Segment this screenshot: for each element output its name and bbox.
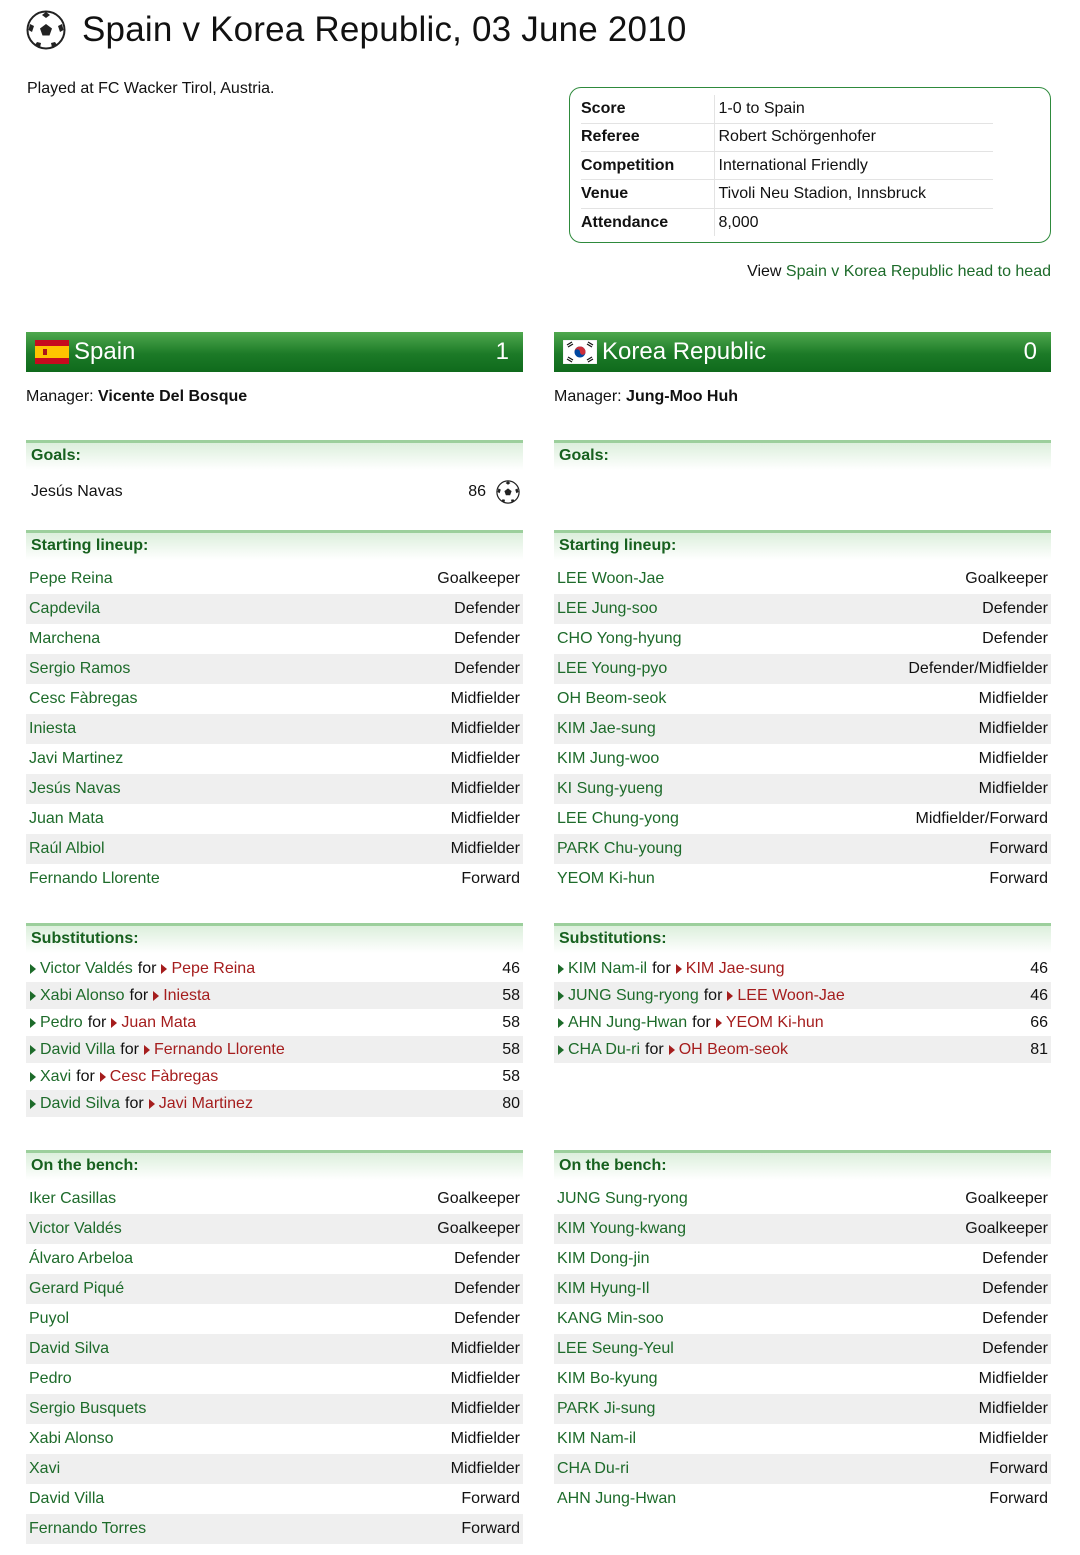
player-name-link[interactable]: David Silva	[29, 1340, 110, 1357]
player-position: Defender	[454, 1310, 520, 1327]
for-label: for	[87, 1013, 107, 1031]
player-position: Defender	[982, 1310, 1048, 1327]
goal-row	[26, 477, 523, 507]
player-name-link[interactable]: Iniesta	[29, 720, 77, 737]
player-row	[26, 594, 523, 624]
player-on-arrow-icon	[30, 1072, 36, 1082]
player-name-link[interactable]: Puyol	[29, 1310, 70, 1327]
substitution-row	[26, 1063, 523, 1090]
player-on-link[interactable]: Xabi Alonso	[40, 986, 125, 1004]
player-position: Midfielder	[450, 1400, 520, 1417]
player-position: Defender/Midfielder	[908, 660, 1048, 677]
manager-label: Manager:	[26, 388, 94, 405]
player-row	[26, 1394, 523, 1424]
player-on-arrow-icon	[558, 1018, 564, 1028]
player-row	[554, 1424, 1051, 1454]
player-position: Midfielder	[978, 750, 1048, 767]
player-position: Midfielder	[978, 780, 1048, 797]
home-subs-list	[26, 955, 523, 1117]
substitution-row	[26, 1009, 523, 1036]
player-name-link[interactable]: PARK Ji-sung	[557, 1400, 656, 1417]
player-off-arrow-icon	[100, 1072, 106, 1082]
player-on-link[interactable]: CHA Du-ri	[568, 1040, 641, 1058]
player-row	[26, 1184, 523, 1214]
player-position: Midfielder	[450, 1340, 520, 1357]
substitution-desc	[30, 960, 502, 978]
player-row	[554, 1484, 1051, 1514]
head-to-head-link[interactable]: Spain v Korea Republic head to head	[785, 263, 1051, 280]
player-name-link[interactable]: Cesc Fàbregas	[29, 690, 138, 707]
player-name-link[interactable]: Marchena	[29, 630, 101, 647]
player-name-link[interactable]: KIM Nam-il	[557, 1430, 637, 1447]
player-row	[554, 1184, 1051, 1214]
player-position: Goalkeeper	[965, 570, 1048, 587]
player-position: Forward	[461, 1520, 520, 1537]
substitution-row	[554, 955, 1051, 982]
player-row	[26, 1514, 523, 1544]
goal-ball-icon	[496, 480, 520, 504]
head-to-head-line	[747, 263, 1051, 281]
player-row	[554, 774, 1051, 804]
away-team-score: 0	[1023, 338, 1037, 365]
info-value: 1-0 to Spain	[714, 95, 993, 123]
player-name-link[interactable]: KI Sung-yueng	[557, 780, 663, 797]
for-label: for	[129, 986, 149, 1004]
substitution-desc	[30, 1041, 502, 1059]
player-row	[554, 864, 1051, 894]
player-row	[554, 1244, 1051, 1274]
home-bench-section	[26, 1150, 523, 1544]
player-row	[554, 654, 1051, 684]
player-row	[554, 624, 1051, 654]
player-name-link[interactable]: YEOM Ki-hun	[557, 870, 655, 887]
info-label: Score	[581, 95, 714, 123]
subs-heading: Substitutions:	[554, 923, 1051, 953]
player-name-link[interactable]: KIM Hyung-Il	[557, 1280, 650, 1297]
player-name-link[interactable]: Sergio Ramos	[29, 660, 131, 677]
player-position: Defender	[982, 1280, 1048, 1297]
player-position: Defender	[454, 660, 520, 677]
player-position: Midfielder	[450, 840, 520, 857]
player-row	[26, 1454, 523, 1484]
player-off-arrow-icon	[111, 1018, 117, 1028]
player-row	[26, 834, 523, 864]
substitution-minute: 46	[1030, 959, 1048, 977]
player-position: Defender	[982, 1340, 1048, 1357]
away-team-name: Korea Republic	[602, 338, 767, 365]
goals-heading: Goals:	[554, 440, 1051, 470]
player-row	[554, 834, 1051, 864]
substitution-minute: 58	[502, 1013, 520, 1031]
player-position: Defender	[982, 1250, 1048, 1267]
player-on-arrow-icon	[30, 991, 36, 1001]
info-label: Attendance	[581, 208, 714, 236]
player-position: Defender	[454, 1280, 520, 1297]
player-name-link[interactable]: Sergio Busquets	[29, 1400, 147, 1417]
player-off-link[interactable]: Fernando Llorente	[153, 1040, 285, 1058]
player-position: Midfielder	[450, 1370, 520, 1387]
away-lineup-section	[554, 530, 1051, 894]
player-name-link[interactable]: David Villa	[29, 1490, 105, 1507]
for-label: for	[125, 1094, 144, 1112]
player-row	[554, 1304, 1051, 1334]
player-position: Midfielder	[450, 1430, 520, 1447]
spain-flag-icon	[35, 340, 69, 364]
player-off-arrow-icon	[153, 991, 159, 1001]
home-lineup-list	[26, 564, 523, 894]
player-name-link[interactable]: Pedro	[29, 1370, 72, 1387]
player-row	[554, 1364, 1051, 1394]
away-team-column	[554, 332, 1051, 1507]
lineup-heading: Starting lineup:	[26, 530, 523, 560]
player-row	[26, 1214, 523, 1244]
subs-heading: Substitutions:	[26, 923, 523, 953]
away-manager-name: Jung-Moo Huh	[626, 388, 739, 405]
player-row	[26, 774, 523, 804]
match-info-box	[569, 87, 1051, 243]
player-off-link[interactable]: Juan Mata	[121, 1013, 197, 1031]
player-row	[26, 624, 523, 654]
player-position: Forward	[461, 1490, 520, 1507]
player-name-link[interactable]: OH Beom-seok	[557, 690, 667, 707]
player-name-link[interactable]: Xavi	[29, 1460, 61, 1477]
for-label: for	[120, 1040, 139, 1058]
substitution-row	[554, 1036, 1051, 1063]
substitution-minute: 58	[502, 1040, 520, 1058]
for-label: for	[703, 986, 723, 1004]
player-name-link[interactable]: LEE Chung-yong	[557, 810, 679, 827]
player-row	[26, 714, 523, 744]
info-value: 8,000	[718, 213, 759, 231]
player-on-arrow-icon	[558, 964, 564, 974]
away-lineup-list	[554, 564, 1051, 894]
info-value: International Friendly	[714, 152, 993, 180]
player-name-link[interactable]: PARK Chu-young	[557, 840, 683, 857]
substitution-minute: 46	[1030, 986, 1048, 1004]
player-position: Defender	[454, 630, 520, 647]
player-row	[26, 1334, 523, 1364]
player-position: Midfielder	[450, 720, 520, 737]
substitution-row	[554, 982, 1051, 1009]
info-row-attendance	[581, 208, 993, 236]
away-subs-section	[554, 923, 1051, 1063]
player-off-arrow-icon	[149, 1099, 155, 1109]
player-position: Midfielder	[978, 1370, 1048, 1387]
away-bench-list	[554, 1184, 1051, 1514]
player-position: Midfielder	[450, 750, 520, 767]
player-on-link[interactable]: KIM Nam-il	[568, 959, 648, 977]
substitution-desc	[558, 1014, 1030, 1032]
player-off-arrow-icon	[676, 964, 682, 974]
player-row	[26, 654, 523, 684]
away-subs-list	[554, 955, 1051, 1063]
player-row	[26, 1424, 523, 1454]
goal-scorer: Jesús Navas	[31, 483, 123, 500]
player-row	[554, 1394, 1051, 1424]
info-value: Tivoli Neu Stadion, Innsbruck	[714, 180, 993, 208]
player-row	[26, 804, 523, 834]
player-name-link[interactable]: Iker Casillas	[29, 1190, 117, 1207]
player-row	[554, 1214, 1051, 1244]
player-position: Goalkeeper	[965, 1190, 1048, 1207]
player-on-link[interactable]: JUNG Sung-ryong	[568, 986, 699, 1004]
player-off-arrow-icon	[727, 991, 733, 1001]
player-position: Goalkeeper	[437, 570, 520, 587]
substitution-desc	[30, 1095, 502, 1113]
player-name-link[interactable]: LEE Seung-Yeul	[557, 1340, 674, 1357]
player-position: Midfielder	[978, 690, 1048, 707]
player-on-arrow-icon	[30, 1018, 36, 1028]
info-row-competition	[581, 152, 993, 180]
player-name-link[interactable]: KIM Jae-sung	[557, 720, 656, 737]
player-row	[26, 1484, 523, 1514]
info-label: Referee	[581, 123, 714, 151]
player-off-link[interactable]: Javi Martinez	[158, 1094, 253, 1112]
player-on-link[interactable]: David Villa	[40, 1040, 116, 1058]
substitution-row	[26, 1090, 523, 1117]
player-row	[554, 594, 1051, 624]
substitution-row	[26, 1036, 523, 1063]
player-on-link[interactable]: Victor Valdés	[40, 959, 133, 977]
player-position: Midfielder	[450, 810, 520, 827]
player-on-link[interactable]: Pedro	[40, 1013, 83, 1031]
player-name-link[interactable]: KIM Dong-jin	[557, 1250, 650, 1267]
player-name-link[interactable]: AHN Jung-Hwan	[557, 1490, 677, 1507]
player-position: Midfielder	[450, 1460, 520, 1477]
home-manager	[26, 388, 523, 408]
player-position: Midfielder	[450, 690, 520, 707]
info-row-venue	[581, 180, 993, 208]
substitution-desc	[30, 1014, 502, 1032]
venue-note: Played at FC Wacker Tirol, Austria.	[27, 80, 275, 97]
substitution-row	[26, 982, 523, 1009]
player-position: Defender	[454, 600, 520, 617]
info-label: Venue	[581, 180, 714, 208]
player-row	[26, 1244, 523, 1274]
player-position: Defender	[982, 600, 1048, 617]
player-position: Midfielder	[978, 1430, 1048, 1447]
player-on-link[interactable]: AHN Jung-Hwan	[568, 1013, 688, 1031]
bench-heading: On the bench:	[26, 1150, 523, 1180]
substitution-desc	[30, 987, 502, 1005]
for-label: for	[652, 959, 671, 977]
player-name-link[interactable]: Álvaro Arbeloa	[29, 1250, 134, 1267]
away-team-bar	[554, 332, 1051, 372]
home-bench-list	[26, 1184, 523, 1544]
player-off-link[interactable]: Pepe Reina	[171, 959, 256, 977]
goal-minute: 86	[468, 483, 486, 500]
player-name-link[interactable]: CHA Du-ri	[557, 1460, 630, 1477]
player-name-link[interactable]: LEE Jung-soo	[557, 600, 658, 617]
substitution-row	[554, 1009, 1051, 1036]
away-bench-section	[554, 1150, 1051, 1514]
for-label: for	[645, 1040, 664, 1058]
player-position: Midfielder/Forward	[915, 810, 1048, 827]
player-row	[26, 564, 523, 594]
player-name-link[interactable]: Juan Mata	[29, 810, 104, 827]
player-on-arrow-icon	[30, 964, 36, 974]
player-row	[26, 1364, 523, 1394]
player-name-link[interactable]: Javi Martinez	[29, 750, 124, 767]
player-position: Forward	[989, 1460, 1048, 1477]
home-team-name: Spain	[74, 338, 136, 365]
player-row	[26, 1304, 523, 1334]
player-row	[554, 564, 1051, 594]
away-goals-section	[554, 440, 1051, 470]
player-row	[554, 684, 1051, 714]
substitution-row	[26, 955, 523, 982]
home-manager-name: Vicente Del Bosque	[98, 388, 248, 405]
player-row	[26, 744, 523, 774]
for-label: for	[76, 1067, 95, 1085]
home-goals-section	[26, 440, 523, 507]
substitution-minute: 80	[502, 1094, 520, 1112]
player-position: Forward	[989, 1490, 1048, 1507]
player-position: Forward	[989, 840, 1048, 857]
substitution-minute: 58	[502, 1067, 520, 1085]
player-on-arrow-icon	[30, 1045, 36, 1055]
player-on-arrow-icon	[558, 991, 564, 1001]
player-off-link[interactable]: LEE Woon-Jae	[737, 986, 845, 1004]
player-name-link[interactable]: KANG Min-soo	[557, 1310, 664, 1327]
home-lineup-section	[26, 530, 523, 894]
player-position: Midfielder	[978, 720, 1048, 737]
player-off-link[interactable]: KIM Jae-sung	[685, 959, 785, 977]
player-on-link[interactable]: Xavi	[40, 1067, 72, 1085]
player-off-link[interactable]: Iniesta	[163, 986, 211, 1004]
player-on-arrow-icon	[558, 1045, 564, 1055]
player-name-link[interactable]: KIM Jung-woo	[557, 750, 660, 767]
manager-label: Manager:	[554, 388, 622, 405]
for-label: for	[137, 959, 157, 977]
substitution-minute: 58	[502, 986, 520, 1004]
player-position: Goalkeeper	[437, 1220, 520, 1237]
player-name-link[interactable]: Raúl Albiol	[29, 840, 105, 857]
player-position: Forward	[989, 870, 1048, 887]
home-team-column	[26, 332, 523, 1537]
player-position: Goalkeeper	[965, 1220, 1048, 1237]
player-position: Defender	[982, 630, 1048, 647]
player-name-link[interactable]: LEE Young-pyo	[557, 660, 668, 677]
substitution-desc	[558, 1041, 1030, 1059]
player-name-link[interactable]: Victor Valdés	[29, 1220, 122, 1237]
substitution-minute: 46	[502, 959, 520, 977]
player-name-link[interactable]: Xabi Alonso	[29, 1430, 114, 1447]
player-name-link[interactable]: JUNG Sung-ryong	[557, 1190, 688, 1207]
player-position: Defender	[454, 1250, 520, 1267]
player-name-link[interactable]: Pepe Reina	[29, 570, 113, 587]
player-off-arrow-icon	[144, 1045, 150, 1055]
player-name-link[interactable]: Gerard Piqué	[29, 1280, 125, 1297]
info-label: Competition	[581, 152, 714, 180]
player-row	[554, 714, 1051, 744]
substitution-desc	[558, 987, 1030, 1005]
page-title: Spain v Korea Republic, 03 June 2010	[82, 10, 687, 49]
player-name-link[interactable]: Fernando Llorente	[29, 870, 160, 887]
substitution-desc	[30, 1068, 502, 1086]
player-off-arrow-icon	[669, 1045, 675, 1055]
player-off-link[interactable]: YEOM Ki-hun	[725, 1013, 824, 1031]
home-team-bar	[26, 332, 523, 372]
player-row	[554, 1334, 1051, 1364]
info-row-score	[581, 95, 993, 123]
info-row-referee	[581, 123, 993, 151]
player-off-arrow-icon	[161, 964, 167, 974]
player-row	[554, 1454, 1051, 1484]
substitution-desc	[558, 960, 1030, 978]
substitution-minute: 81	[1030, 1040, 1048, 1058]
player-name-link[interactable]: Jesús Navas	[29, 780, 121, 797]
football-icon	[26, 10, 66, 50]
player-off-arrow-icon	[716, 1018, 722, 1028]
info-value: Robert Schörgenhofer	[714, 123, 993, 151]
player-off-link[interactable]: OH Beom-seok	[678, 1040, 789, 1058]
player-row	[554, 744, 1051, 774]
player-position: Goalkeeper	[437, 1190, 520, 1207]
korea-flag-icon	[563, 340, 597, 364]
home-subs-section	[26, 923, 523, 1117]
substitution-minute: 66	[1030, 1013, 1048, 1031]
player-position: Midfielder	[978, 1400, 1048, 1417]
home-team-score: 1	[495, 338, 509, 365]
for-label: for	[692, 1013, 711, 1031]
lineup-heading: Starting lineup:	[554, 530, 1051, 560]
player-name-link[interactable]: Capdevila	[29, 600, 101, 617]
away-manager	[554, 388, 1051, 408]
head-to-head-prefix: View	[747, 263, 782, 280]
player-on-link[interactable]: David Silva	[40, 1094, 121, 1112]
player-row	[554, 1274, 1051, 1304]
player-row	[26, 684, 523, 714]
player-name-link[interactable]: Fernando Torres	[29, 1520, 147, 1537]
bench-heading: On the bench:	[554, 1150, 1051, 1180]
player-row	[26, 864, 523, 894]
player-row	[26, 1274, 523, 1304]
player-name-link[interactable]: KIM Young-kwang	[557, 1220, 686, 1237]
player-position: Midfielder	[450, 780, 520, 797]
page-header	[26, 8, 687, 52]
player-off-link[interactable]: Cesc Fàbregas	[109, 1067, 219, 1085]
player-on-arrow-icon	[30, 1099, 36, 1109]
player-name-link[interactable]: LEE Woon-Jae	[557, 570, 665, 587]
goals-heading: Goals:	[26, 440, 523, 470]
player-name-link[interactable]: CHO Yong-hyung	[557, 630, 682, 647]
player-name-link[interactable]: KIM Bo-kyung	[557, 1370, 658, 1387]
player-row	[554, 804, 1051, 834]
player-position: Forward	[461, 870, 520, 887]
